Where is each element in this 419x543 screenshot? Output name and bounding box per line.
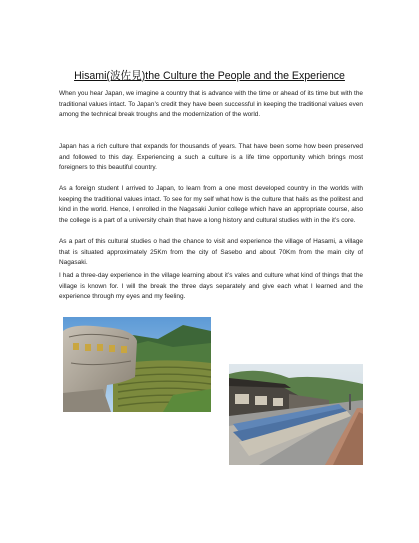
photo-village-street: [229, 364, 363, 465]
paragraph-student: As a foreign student I arrived to Japan, to learn from a one most developed country in the worlds with keeping the traditional values intact. To see for my self what how is the culture that hails as the politest and kind in the world. Hence, I enrolled in the Nagasaki Junior college which have an appropriate course, also the college is a part of a university chain that have a long history and cultural studies with in the it’s core.: [59, 185, 363, 224]
rice-terraces-image: [63, 317, 211, 412]
paragraph-three-day-experience: I had a three-day experience in the village learning about it’s vales and culture what kind of things that the village is known for. I will the break the three days separately and give each what I learned and the experience through my eyes and my feeling.: [59, 272, 363, 301]
paragraph-intro: When you hear Japan, we imagine a country that is advance with the time or ahead of its time but with the traditional values intact. To Japan’s credit they have been successful in keeping the traditional values even among the technical break troughs and the modernization of the world.: [59, 90, 363, 119]
document-title: Hisami(波佐見)the Culture the People and the Experience: [74, 70, 345, 82]
photo-rice-terraces: [63, 317, 211, 412]
paragraph-hasami-location: As a part of this cultural studies o had the chance to visit and experience the village of Hasami, a village that is situated approximately 25Km from the city of Sasebo and about 70Km from the main city of Nagasaki.: [59, 238, 363, 267]
village-street-image: [229, 364, 363, 465]
paragraph-culture: Japan has a rich culture that expands for thousands of years. That have been some how been preserved and followed to this day. Experiencing a such a culture is a life time opportunity which brings most foreigners to this beautiful country.: [59, 143, 363, 172]
